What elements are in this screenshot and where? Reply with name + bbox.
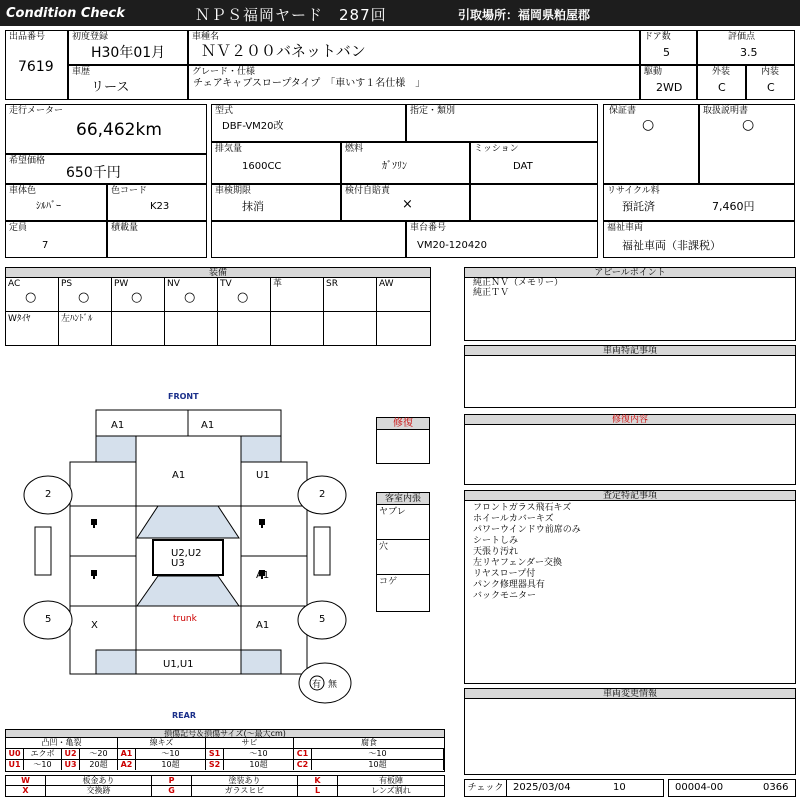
legend-desc: ～20 <box>80 749 118 759</box>
damage-left-rear: X <box>91 620 98 631</box>
code-footer <box>668 779 796 797</box>
legend-group: サビ <box>206 738 294 748</box>
equipment-mark: ○ <box>237 290 249 305</box>
legend-desc: 塗装あり <box>192 776 298 786</box>
note-line: リヤスロープ付 <box>473 569 536 579</box>
legend-code: A2 <box>118 760 136 770</box>
interior-box <box>746 65 795 100</box>
note-line: 天張り汚れ <box>473 547 519 557</box>
designation-label: 指定・類別 <box>410 106 456 116</box>
drive-value: 2WD <box>656 81 683 94</box>
legend-desc: ～10 <box>24 760 62 770</box>
history-value: リース <box>91 80 130 95</box>
grade-label: グレード・仕様 <box>192 67 256 77</box>
interior-label: 内装 <box>761 67 780 77</box>
legend-code: U2 <box>62 749 80 759</box>
note-line: 左リヤフェンダー交換 <box>473 558 563 568</box>
legend-code: A1 <box>118 749 136 759</box>
legend-group: 凸凹・亀裂 <box>6 738 118 748</box>
interior-item: 穴 <box>379 542 389 552</box>
pickup-location: 引取場所：福岡県粕屋郡 <box>458 8 591 22</box>
equipment-label: AC <box>8 279 21 289</box>
appeal-line: 純正ＮＶ（メモリー） <box>473 278 564 288</box>
equipment-label: Wﾀｲﾔ <box>8 314 31 324</box>
repair-box-title: 修復 <box>376 417 430 430</box>
recycle-status: 預託済 <box>622 200 655 213</box>
doors-value: 5 <box>663 46 670 59</box>
damage-front-left: A1 <box>111 420 125 431</box>
legend-code: C2 <box>294 760 312 770</box>
equipment-mark: ○ <box>25 290 37 305</box>
legend-desc: ～10 <box>224 749 294 759</box>
equipment-label: AW <box>379 279 394 289</box>
model-label: 型式 <box>215 106 234 116</box>
equipment-title: 装備 <box>5 267 431 278</box>
fuel-value: ｶﾞｿﾘﾝ <box>382 161 407 172</box>
capacity-value: 7 <box>42 240 49 251</box>
repair-box-body <box>376 430 430 464</box>
recycle-amount: 7,460円 <box>712 200 755 213</box>
score-label: 評価点 <box>728 32 756 42</box>
color-code-label: 色コード <box>111 186 148 196</box>
equipment-label: 左ﾊﾝﾄﾞﾙ <box>61 314 93 324</box>
legend-code: X <box>6 786 46 796</box>
drive-label: 駆動 <box>644 67 663 77</box>
rear-label: REAR <box>172 711 196 720</box>
check-date: 2025/03/04 <box>513 782 571 793</box>
equipment-mark: ○ <box>131 290 143 305</box>
doors-box <box>640 30 697 65</box>
legend-code: U1 <box>6 760 24 770</box>
legend-code: S2 <box>206 760 224 770</box>
legend-desc: 有板陣 <box>379 776 403 785</box>
legend-desc: ガラスヒビ <box>192 786 298 796</box>
history-label: 車歴 <box>72 67 91 77</box>
repair-content-title: 修復内容 <box>464 414 796 425</box>
legend-code: G <box>152 786 192 796</box>
interior-item: ヤブレ <box>379 507 406 517</box>
special-title: 車両特記事項 <box>464 345 796 356</box>
spare-yes: 有 <box>312 680 322 690</box>
equipment-label: PW <box>114 279 129 289</box>
interior-box-title: 客室内張 <box>376 492 430 505</box>
equipment-label: NV <box>167 279 180 289</box>
insurance-value: × <box>402 197 413 212</box>
legend-title: 損傷記号＆損傷サイズ(～最大cm) <box>5 729 445 738</box>
legend-group: 腐食 <box>361 738 377 747</box>
spare-no: 無 <box>328 680 338 690</box>
legend-table-2 <box>5 775 445 797</box>
color-label: 車体色 <box>9 186 37 196</box>
note-line: フロントガラス飛石キズ <box>473 503 572 513</box>
front-label: FRONT <box>168 392 199 401</box>
car-name-value: ＮＶ２００バネットバン <box>201 42 366 60</box>
equipment-label: PS <box>61 279 73 289</box>
legend-group: 線キズ <box>118 738 206 748</box>
car-name-label: 車種名 <box>192 32 220 42</box>
first-reg-label: 初度登録 <box>72 32 109 42</box>
equipment-label: TV <box>220 279 232 289</box>
legend-desc: 10超 <box>136 760 206 770</box>
color-code-value: K23 <box>150 201 170 212</box>
legend-desc: 交換跡 <box>46 786 152 796</box>
insurance-label: 検付自賠責 <box>345 186 391 196</box>
recycle-label: リサイクル料 <box>607 186 660 196</box>
exterior-value: C <box>718 81 726 94</box>
legend-code: C1 <box>294 749 312 759</box>
mileage-label: 走行メーター <box>9 106 64 116</box>
legend-desc: 10超 <box>224 760 294 770</box>
legend-code: P <box>152 776 192 786</box>
check-num: 10 <box>613 782 626 793</box>
check-footer <box>464 779 664 797</box>
exterior-box <box>697 65 746 100</box>
mission-value: DAT <box>513 161 533 172</box>
manual-label: 取扱説明書 <box>703 106 749 116</box>
damage-front-right: A1 <box>201 420 215 431</box>
blank-box <box>470 184 598 221</box>
damage-right-front: U1 <box>256 470 270 481</box>
inspection-label: 車検期限 <box>215 186 252 196</box>
legend-code: L <box>298 786 338 796</box>
mission-box <box>470 142 598 184</box>
appeal-title: アピールポイント <box>464 267 796 278</box>
displacement-label: 排気量 <box>215 144 243 154</box>
interior-value: C <box>767 81 775 94</box>
chassis-label: 車台番号 <box>410 223 447 233</box>
code-1: 00004-00 <box>675 782 724 793</box>
interior-item: コゲ <box>379 577 398 587</box>
repair-content-body <box>464 425 796 485</box>
welfare-label: 福祉車両 <box>607 223 644 233</box>
inspection-notes-body <box>464 501 796 684</box>
price-label: 希望価格 <box>9 156 46 166</box>
legend-code: S1 <box>206 749 224 759</box>
legend-desc: 10超 <box>312 760 444 770</box>
tire-front-right: 2 <box>319 489 326 500</box>
inspection-value: 抹消 <box>242 200 264 213</box>
auction-title: ＮＰＳ福岡ヤード 287回 <box>195 6 387 24</box>
manual-mark: ○ <box>742 117 755 133</box>
note-line: パワーウインドウ前席のみ <box>473 525 581 535</box>
check-label: チェック <box>465 780 507 796</box>
welfare-box <box>603 221 795 258</box>
equipment-label: 革 <box>273 279 283 289</box>
brand-label: Condition Check <box>6 6 125 21</box>
legend-code: K <box>298 776 338 786</box>
damage-roof: U2,U2 U3 <box>171 548 202 569</box>
doors-label: ドア数 <box>644 32 671 42</box>
note-line: ホイールカバーキズ <box>473 514 554 524</box>
model-value: DBF-VM20改 <box>222 121 284 132</box>
exterior-label: 外装 <box>712 67 731 77</box>
change-info-title: 車両変更情報 <box>464 688 796 699</box>
first-reg-value: H30年01月 <box>91 45 166 61</box>
note-line: バックモニター <box>473 591 537 601</box>
lot-label: 出品番号 <box>9 32 46 42</box>
damage-trunk-right: A1 <box>256 620 270 631</box>
legend-desc: 板金あり <box>46 776 152 786</box>
manual-box <box>699 104 795 184</box>
tire-rear-left: 5 <box>45 614 52 625</box>
legend-code: W <box>6 776 46 786</box>
special-body <box>464 356 796 408</box>
change-info-body <box>464 699 796 775</box>
mileage-value: 66,462km <box>76 120 162 140</box>
appeal-body <box>464 278 796 341</box>
score-value: 3.5 <box>740 46 758 59</box>
equipment-mark: ○ <box>184 290 196 305</box>
damage-hood: A1 <box>172 470 186 481</box>
tire-rear-right: 5 <box>319 614 326 625</box>
legend-desc: 20超 <box>80 760 118 770</box>
legend-desc: レンズ割れ <box>371 786 411 795</box>
appeal-line: 純正ＴＶ <box>473 288 510 298</box>
score-box <box>697 30 795 65</box>
tire-front-left: 2 <box>45 489 52 500</box>
capacity-label: 定員 <box>9 223 28 233</box>
chassis-value: VM20-120420 <box>417 240 487 251</box>
drive-box <box>640 65 697 100</box>
inspection-notes-title: 査定特記事項 <box>464 490 796 501</box>
equipment-mark: ○ <box>78 290 90 305</box>
legend-desc: ～10 <box>312 749 444 759</box>
legend-table <box>5 738 445 772</box>
grade-value: チェアキャブスロープタイプ 「車いす１名仕様 」 <box>193 78 426 89</box>
displacement-value: 1600CC <box>242 161 282 172</box>
trunk-label: trunk <box>173 614 197 624</box>
legend-code: U0 <box>6 749 24 759</box>
color-value: ｼﾙﾊﾞｰ <box>36 201 61 212</box>
lot-number: 7619 <box>18 59 54 75</box>
welfare-value: 福祉車両（非課税） <box>622 239 721 252</box>
legend-desc: ～10 <box>136 749 206 759</box>
note-line: シートしみ <box>473 536 519 546</box>
legend-desc: エクボ <box>24 749 62 759</box>
damage-rear-bumper: U1,U1 <box>163 659 194 670</box>
load-label: 積載量 <box>111 223 139 233</box>
legend-code: U3 <box>62 760 80 770</box>
warranty-label: 保証書 <box>609 106 637 116</box>
price-value: 650千円 <box>66 165 121 181</box>
recycle-box <box>603 184 795 221</box>
damage-right-rear: A1 <box>256 570 270 581</box>
interior-box-body <box>376 505 430 612</box>
note-line: パンク修理器具有 <box>473 580 545 590</box>
warranty-box <box>603 104 699 184</box>
fuel-label: 燃料 <box>345 144 364 154</box>
code-2: 0366 <box>763 782 789 793</box>
equipment-label: SR <box>326 279 338 289</box>
mission-label: ミッション <box>474 144 519 154</box>
warranty-mark: ○ <box>642 117 655 133</box>
